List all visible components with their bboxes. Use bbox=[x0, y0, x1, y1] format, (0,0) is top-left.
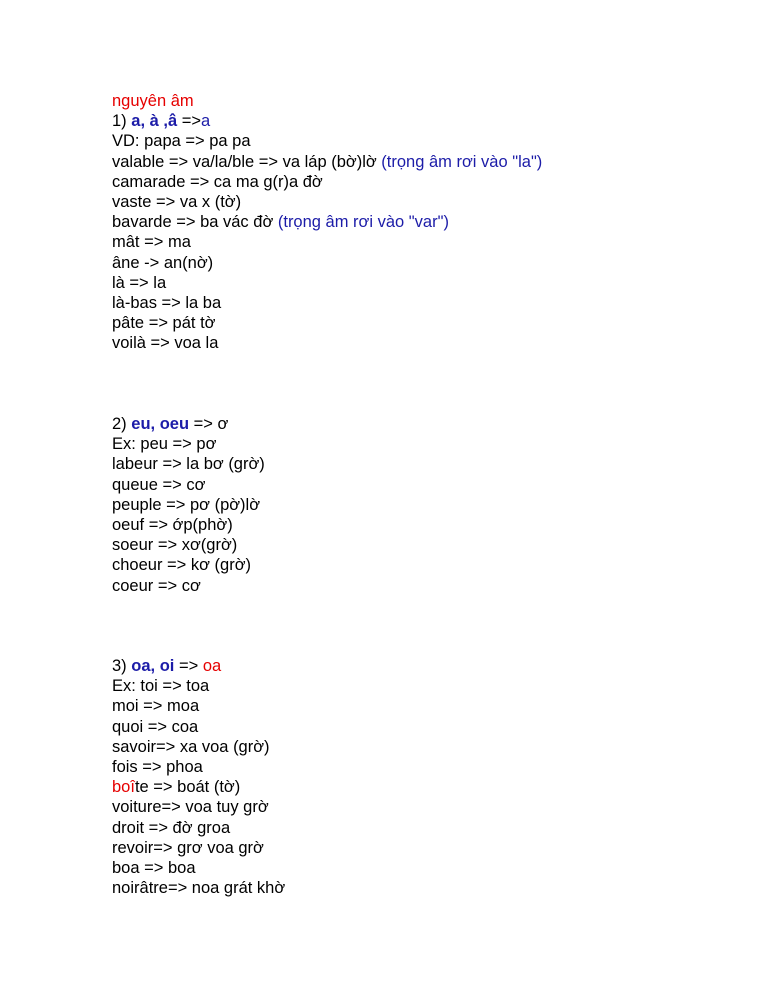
text-line bbox=[112, 717, 732, 737]
text-run: labeur => la bơ (grờ) bbox=[112, 455, 265, 474]
text-run: => ơ bbox=[189, 415, 229, 433]
text-line bbox=[112, 838, 732, 858]
text-line bbox=[112, 313, 732, 333]
text-line bbox=[112, 878, 732, 898]
text-run: 2) bbox=[112, 415, 132, 433]
text-line bbox=[112, 495, 732, 515]
text-line bbox=[112, 253, 732, 273]
text-run: soeur => xơ(grờ) bbox=[112, 536, 238, 555]
text-run: 1) bbox=[112, 112, 132, 131]
text-run: Ex: toi => toa bbox=[112, 677, 210, 696]
text-line bbox=[112, 91, 732, 111]
text-run: 3) bbox=[112, 657, 132, 675]
text-run: pâte => pát tờ bbox=[112, 314, 216, 333]
text-run: boa => boa bbox=[112, 858, 196, 877]
text-run: choeur => kơ (grờ) bbox=[112, 556, 252, 575]
text-run: vaste => va x (tờ) bbox=[112, 192, 242, 211]
text-run: nguyên âm bbox=[112, 92, 194, 110]
text-run: a, à ,â bbox=[131, 112, 178, 131]
text-run: noirâtre=> noa grát khờ bbox=[112, 879, 286, 898]
text-line bbox=[112, 232, 732, 252]
text-run: VD: papa => pa pa bbox=[112, 132, 251, 151]
text-line bbox=[112, 777, 732, 797]
text-line bbox=[112, 414, 732, 434]
text-run: voiture=> voa tuy grờ bbox=[112, 798, 269, 817]
text-run: oa bbox=[202, 657, 222, 675]
text-line bbox=[112, 797, 732, 817]
section-vowel-oi bbox=[112, 656, 732, 898]
text-line bbox=[112, 757, 732, 777]
text-line bbox=[112, 535, 732, 555]
text-run: eu, oeu bbox=[131, 415, 190, 433]
text-run: là-bas => la ba bbox=[112, 293, 222, 312]
text-line bbox=[112, 475, 732, 495]
text-line bbox=[112, 454, 732, 474]
text-line bbox=[112, 131, 732, 151]
text-line bbox=[112, 333, 732, 353]
text-line bbox=[112, 676, 732, 696]
text-run: boî bbox=[112, 778, 135, 797]
text-line bbox=[112, 152, 732, 172]
text-line bbox=[112, 293, 732, 313]
section-vowel-a bbox=[112, 91, 732, 353]
text-run: savoir=> xa voa (grờ) bbox=[112, 737, 270, 756]
text-line bbox=[112, 576, 732, 596]
text-run: revoir=> grơ voa grờ bbox=[112, 838, 264, 857]
text-line bbox=[112, 737, 732, 757]
text-run: âne -> an(nờ) bbox=[112, 253, 214, 272]
text-run: oeuf => ớp(phờ) bbox=[112, 515, 233, 534]
text-run: queue => cơ bbox=[112, 475, 206, 494]
text-run: te => boát (tờ) bbox=[134, 778, 241, 797]
text-run: bavarde => ba vác đờ bbox=[112, 213, 278, 232]
text-line bbox=[112, 111, 732, 131]
text-run: mât => ma bbox=[112, 233, 191, 252]
text-line bbox=[112, 434, 732, 454]
text-run: Ex: peu => pơ bbox=[112, 435, 217, 454]
text-run: droit => đờ groa bbox=[112, 818, 231, 837]
text-line bbox=[112, 656, 732, 676]
text-run: (trọng âm rơi vào "var") bbox=[277, 213, 449, 232]
text-run: quoi => coa bbox=[112, 717, 199, 736]
text-run: camarade => ca ma g(r)a đờ bbox=[112, 172, 323, 191]
text-line bbox=[112, 212, 732, 232]
text-line bbox=[112, 273, 732, 293]
text-line bbox=[112, 192, 732, 212]
text-run: => bbox=[174, 657, 203, 675]
text-run: => bbox=[177, 112, 201, 131]
text-line bbox=[112, 515, 732, 535]
text-run: oa, oi bbox=[131, 657, 175, 675]
section-vowel-eu bbox=[112, 414, 732, 596]
text-run: peuple => pơ (pờ)lờ bbox=[112, 495, 261, 514]
text-line bbox=[112, 818, 732, 838]
text-run: voilà => voa la bbox=[112, 334, 219, 353]
text-line bbox=[112, 555, 732, 575]
text-line bbox=[112, 858, 732, 878]
text-run: coeur => cơ bbox=[112, 576, 201, 595]
text-run: là => la bbox=[112, 273, 167, 292]
text-run: (trọng âm rơi vào "la") bbox=[381, 152, 543, 171]
text-run: moi => moa bbox=[112, 697, 200, 716]
text-run: fois => phoa bbox=[112, 757, 203, 776]
text-line bbox=[112, 172, 732, 192]
text-line bbox=[112, 696, 732, 716]
text-run: a bbox=[201, 112, 211, 131]
text-run: valable => va/la/ble => va láp (bờ)lờ bbox=[112, 152, 382, 171]
